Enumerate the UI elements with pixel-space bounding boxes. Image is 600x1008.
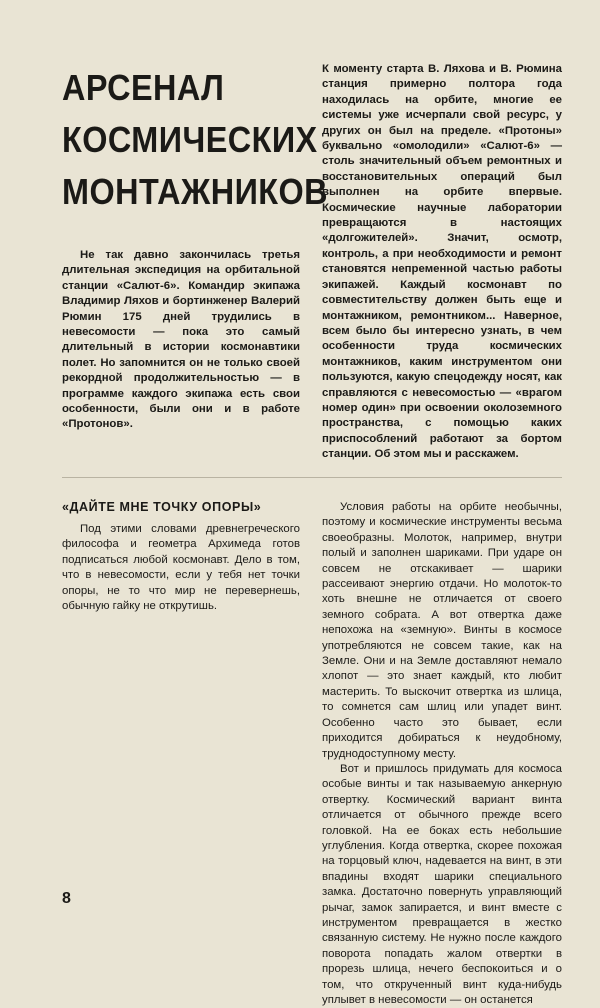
lead-column-left bbox=[62, 248, 300, 433]
lead-paragraph-1: Не так давно закончилась третья длительная экспедиция на орбитальной станции «Салют-6». Командир экипажа Владимир Ляхов и бортинженер Валерий Рюмин 175 дней трудились в невесомости — пока это самый длительный в истории космонавтики полет. Но запомнится он не только своей рекордной продолжительностью — в программе каждого экипажа есть свои особенности, были они и в работе «Протонов». bbox=[62, 249, 300, 431]
lead-paragraph-2: К моменту старта В. Ляхова и В. Рюмина станция примерно полтора года находилась на орбите, многие ее системы уже исчерпали свой ресурс, у других он был на пределе. «Протоны» буквально «омолодили» «Салют-6» — столь значительный объем ремонтных и восстановительных операций был выполнен на орбите впервые. Космические научные лаборатории превращаются в настоящих «долгожителей». Значит, осмотр, контроль, а при необходимости и ремонт становятся непременной частью работы экипажей. Каждый космонавт по совместительству должен быть еще и монтажником, ремонтником... Наверное, всем было бы интересно узнать, в чем особенности труда космических монтажников, каким инструментом они пользуются, какую спецодежду носят, как справляются с невесомостью — «врагом номер один» при освоении околоземного пространства, с помощью каких приспособлений работают за бортом станции. Об этом мы и расскажем. bbox=[322, 63, 562, 461]
page-number: 8 bbox=[62, 890, 71, 907]
section-divider bbox=[62, 477, 562, 478]
body-column-right bbox=[322, 500, 562, 1008]
body-paragraph-1: Под этими словами древнегреческого философа и геометра Архимеда готов подписаться любой космонавт. Дело в том, что в невесомости, если у тебя нет точки опоры, не то что мир не перевернешь, обычную гайку не открутишь. bbox=[62, 523, 300, 613]
body-paragraph-3: Вот и пришлось придумать для космоса особые винты и так называемую анкерную отвертку. Космический вариант винта отличается от обычного прежде всего головкой. На ее боках есть небольшие углубления. Когда отвертка, скорее похожая на торцовый ключ, надевается на винт, в эти впадины входят шарики специального замка. Достаточно повернуть управляющий рычаг, замок запирается, и винт вместе с инструментом превращается в жестко связанную систему. Не нужно после каждого поворота попадать жалом отвертки в прорезь шлица, нечего беспокоиться и о том, что открученный винт куда-нибудь уплывет в невесомости — он останется bbox=[322, 762, 562, 1006]
article-title: АРСЕНАЛ КОСМИЧЕСКИХ МОНТАЖНИКОВ bbox=[62, 67, 329, 212]
section-heading: «ДАЙТЕ МНЕ ТОЧКУ ОПОРЫ» bbox=[62, 500, 262, 514]
body-column-left bbox=[62, 522, 300, 614]
body-paragraph-2: Условия работы на орбите необычны, поэтому и космические инструменты весьма своеобразны. Молоток, например, внутри полый и заполнен шариками. При ударе он совсем не отскакивает — шарики рассеивают энергию отдачи. Но молоток-то хоть внешне не отличается от своего земного собрата. А вот отвертка даже непохожа на «земную». Винты в космосе употребляются не совсем такие, как на Земле. Они и на Земле доставляют немало хлопот — это знает каждый, кто любит мастерить. То выскочит отвертка из шлица, то сомнется сам шлиц или упадет винт. Особенно часто это бывает, если приходится добираться к неудобному, труднодоступному месту. bbox=[322, 501, 562, 760]
lead-column-right bbox=[322, 62, 562, 463]
